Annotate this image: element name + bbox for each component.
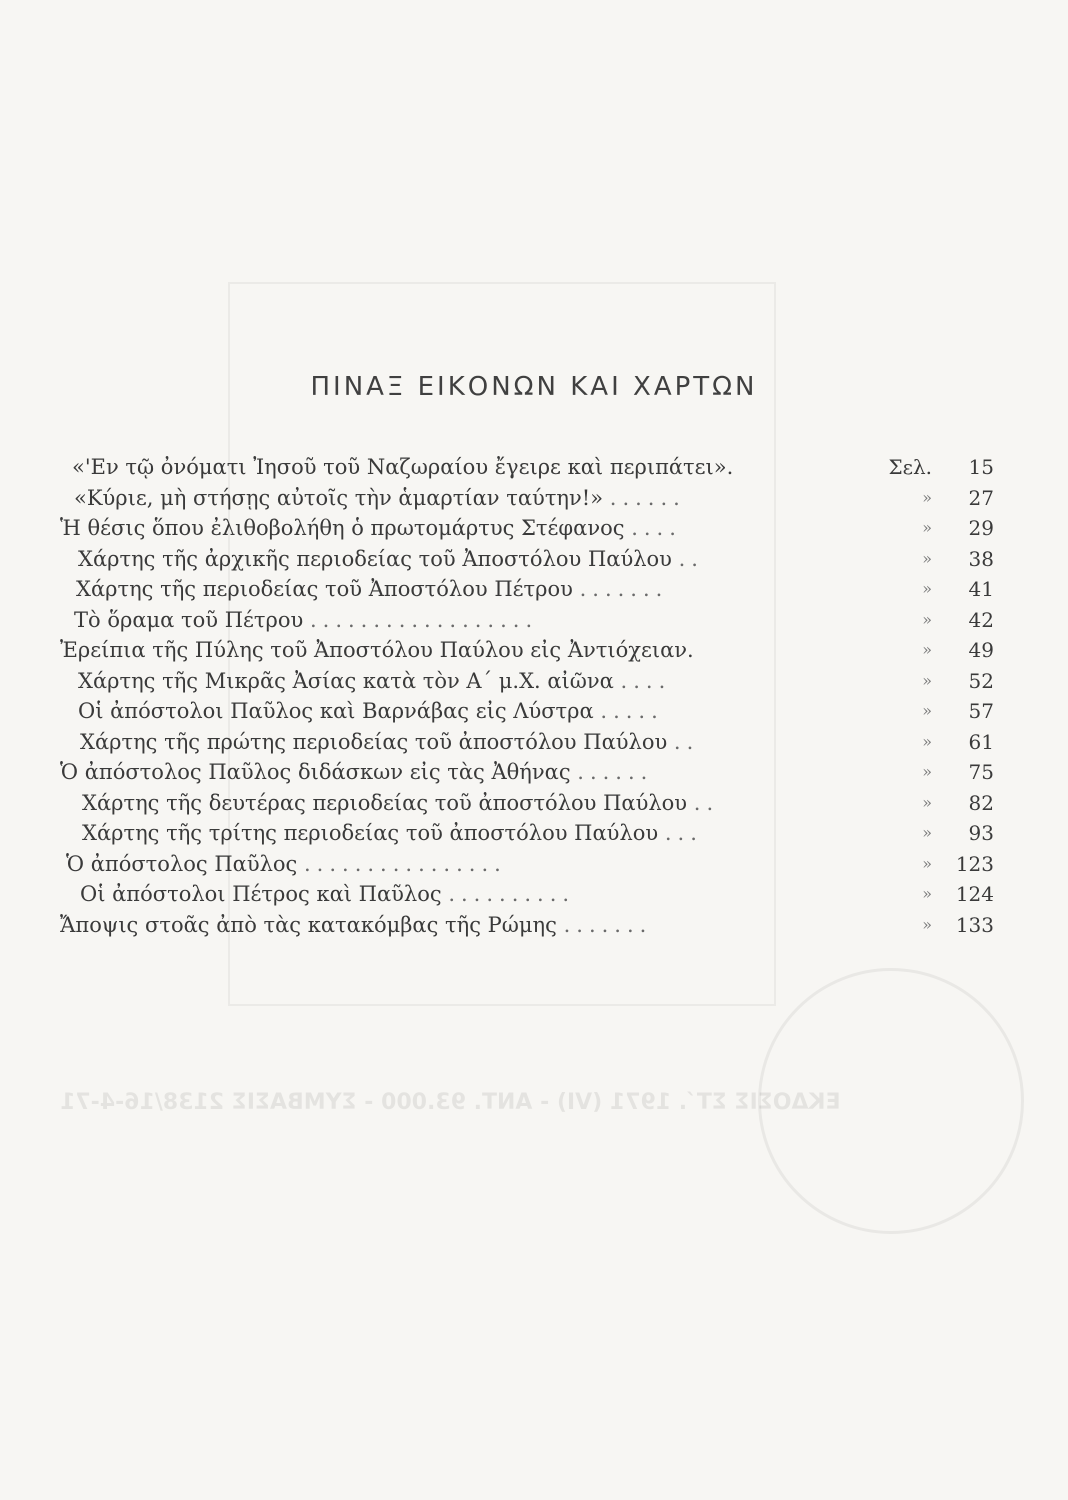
- entry-title: [60, 513, 682, 543]
- entry-text: Ἄποψις στοᾶς ἀπὸ τὰς κατακόμβας τῆς Ρώμης: [60, 912, 557, 937]
- leader-dots: ..: [693, 790, 720, 815]
- page-marker: »: [922, 884, 932, 903]
- page-number: 57: [968, 699, 994, 723]
- page-number: 29: [968, 516, 994, 540]
- entry-text: Ἐρείπια τῆς Πύλης τοῦ Ἀποστόλου Παύλου εἰς Ἀντιόχειαν.: [60, 638, 694, 662]
- page-marker: »: [922, 640, 932, 659]
- entry-title: [74, 605, 538, 635]
- page-marker: »: [922, 518, 932, 537]
- list-item: [60, 483, 994, 514]
- entry-text: Χάρτης τῆς ἀρχικῆς περιοδείας τοῦ Ἀποστόλου Παύλου: [78, 546, 672, 571]
- leader-dots: ..: [678, 546, 704, 571]
- entry-title: [60, 910, 652, 940]
- page-number: 82: [968, 790, 994, 815]
- list-item: [60, 544, 994, 575]
- page-marker: »: [922, 579, 932, 598]
- entry-text: Οἱ ἀπόστολοι Πέτρος καὶ Παῦλος: [80, 882, 442, 906]
- page-number: 49: [968, 638, 994, 662]
- page-number: 75: [968, 760, 994, 784]
- entry-text: Ἡ θέσις ὅπου ἐλιθοβολήθη ὁ πρωτομάρτυς Στέφανος: [60, 516, 625, 540]
- list-item: [60, 513, 994, 544]
- entry-text: Χάρτης τῆς περιοδείας τοῦ Ἀποστόλου Πέτρου: [76, 577, 573, 601]
- page-marker: »: [922, 853, 932, 873]
- entry-title: [82, 788, 719, 818]
- page-number: 41: [968, 577, 994, 601]
- entry-title: [80, 727, 699, 757]
- list-item: [60, 696, 994, 727]
- list-item: [60, 849, 994, 880]
- page-number: 123: [955, 851, 994, 876]
- page-marker: »: [922, 914, 932, 934]
- leader-dots: ....: [620, 668, 672, 693]
- page-number: 124: [955, 882, 994, 906]
- page-number: 52: [968, 668, 994, 693]
- entry-title: [82, 818, 703, 848]
- leader-dots: ..................: [309, 607, 539, 632]
- page-number: 93: [968, 821, 994, 845]
- page-number: 27: [968, 485, 994, 510]
- entry-text: Χάρτης τῆς πρώτης περιοδείας τοῦ ἀποστόλου Παύλου: [80, 729, 668, 754]
- page-marker: »: [922, 609, 932, 629]
- bleed-through-imprint: ΕΚΔΟΣΙΣ ΣΤ΄. 1971 (VI) - ΑΝΤ. 93.000 - ΣΥΜΒΑΣΙΣ 2138/16-4-71: [60, 1090, 841, 1115]
- figures-list: [60, 452, 994, 940]
- list-item: [60, 757, 994, 788]
- list-item: [60, 879, 994, 910]
- page-marker: »: [922, 548, 932, 568]
- page-number: 61: [968, 729, 994, 754]
- entry-text: «'Εν τῷ ὀνόματι Ἰησοῦ τοῦ Ναζωραίου ἔγειρε καὶ περιπάτει».: [72, 455, 734, 479]
- leader-dots: ....: [631, 516, 682, 540]
- entry-text: Ὁ ἀπόστολος Παῦλος διδάσκων εἰς τὰς Ἀθήνας: [60, 760, 571, 784]
- entry-title: [80, 879, 575, 909]
- leader-dots: ..: [673, 729, 700, 754]
- list-item: [60, 452, 994, 483]
- leader-dots: .......: [563, 912, 653, 937]
- entry-title: [78, 696, 664, 726]
- entry-text: Χάρτης τῆς δευτέρας περιοδείας τοῦ ἀποστόλου Παύλου: [82, 790, 688, 815]
- entry-title: [60, 635, 694, 665]
- page-title: ΠΙΝΑΞ ΕΙΚΟΝΩΝ ΚΑΙ ΧΑΡΤΩΝ: [310, 372, 758, 403]
- entry-title: [72, 452, 733, 482]
- leader-dots: ......: [577, 760, 654, 784]
- entry-title: [78, 544, 704, 574]
- page-marker: »: [922, 762, 932, 781]
- entry-text: Οἱ ἀπόστολοι Παῦλος καὶ Βαρνάβας εἰς Λύστρα: [78, 699, 594, 723]
- leader-dots: ................: [304, 851, 507, 876]
- page-marker: »: [922, 792, 932, 812]
- entry-text: Τὸ ὅραμα τοῦ Πέτρου: [74, 607, 304, 632]
- entry-title: [78, 666, 671, 696]
- list-item: [60, 635, 994, 666]
- page-marker: »: [922, 670, 932, 690]
- page-marker: Σελ.: [888, 455, 932, 479]
- page-marker: »: [922, 487, 932, 507]
- entry-text: Χάρτης τῆς Μικρᾶς Ἀσίας κατὰ τὸν Α΄ μ.Χ. αἰῶνα: [78, 668, 614, 693]
- leader-dots: ...: [664, 821, 703, 845]
- page-number: 38: [968, 546, 994, 571]
- page-number: 15: [968, 455, 994, 479]
- list-item: [60, 666, 994, 697]
- list-item: [60, 574, 994, 605]
- list-item: [60, 910, 994, 941]
- leader-dots: .......: [579, 577, 669, 601]
- list-item: [60, 605, 994, 636]
- entry-title: [74, 483, 686, 513]
- entry-title: [60, 757, 653, 787]
- entry-title: [76, 574, 668, 604]
- entry-text: «Κύριε, μὴ στήσῃς αὐτοῖς τὴν ἁμαρτίαν ταύτην!»: [74, 485, 604, 510]
- entry-text: Χάρτης τῆς τρίτης περιοδείας τοῦ ἀποστόλου Παύλου: [82, 821, 659, 845]
- list-item: [60, 788, 994, 819]
- list-item: [60, 818, 994, 849]
- page-marker: »: [922, 701, 932, 720]
- page-number: 133: [955, 912, 994, 937]
- page-number: 42: [968, 607, 994, 632]
- page-marker: »: [922, 731, 932, 751]
- leader-dots: ......: [609, 485, 686, 510]
- page-marker: »: [922, 823, 932, 842]
- leader-dots: .....: [600, 699, 664, 723]
- entry-title: [66, 849, 507, 879]
- leader-dots: ..........: [448, 882, 576, 906]
- entry-text: Ὁ ἀπόστολος Παῦλος: [66, 851, 298, 876]
- list-item: [60, 727, 994, 758]
